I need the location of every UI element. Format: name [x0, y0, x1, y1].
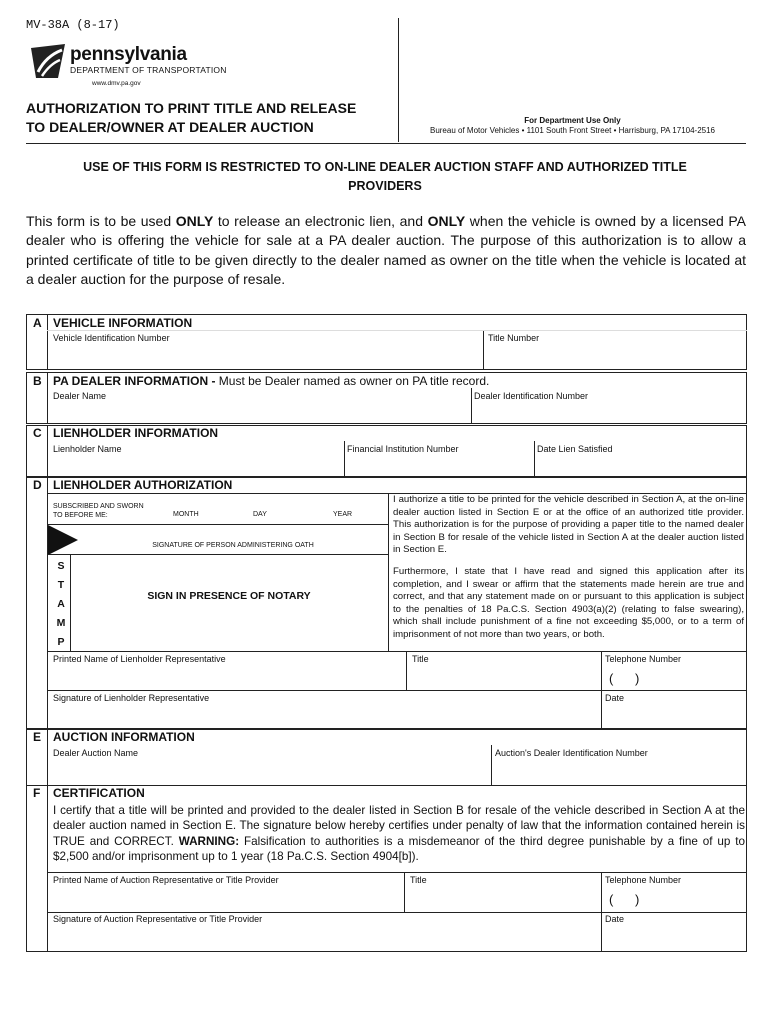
form-title-line1: AUTHORIZATION TO PRINT TITLE AND RELEASE: [26, 100, 357, 116]
section-b-heading-bold: PA DEALER INFORMATION -: [53, 374, 216, 388]
auction-signature-row-rule: [47, 912, 747, 913]
dealer-id-label: Dealer Identification Number: [474, 391, 589, 401]
section-c-divider-2: [534, 441, 535, 477]
subscribed-line1: SUBSCRIBED AND SWORN: [53, 503, 144, 510]
stamp-divider: [70, 554, 71, 651]
lienholder-area-code: ( ): [609, 671, 640, 686]
section-a-heading: VEHICLE INFORMATION: [53, 316, 193, 330]
triangle-marker-icon: [48, 525, 78, 555]
certification-text-2: Falsification to authorities is a misdemeanor of the third degree punishable by a fine of up to $2,500 and/or imprisonment up to 1 year (18 Pa.C.S. Section 4904[b]).: [53, 834, 746, 863]
intro-text-2: to release an electronic lien, and: [213, 213, 428, 229]
auction-area-code: ( ): [609, 892, 640, 907]
intro-paragraph: [26, 212, 746, 289]
form-title: [26, 99, 356, 137]
section-a-letter-divider: [47, 314, 48, 370]
auction-name-field[interactable]: [53, 748, 488, 784]
section-c-heading: LIENHOLDER INFORMATION: [53, 426, 219, 440]
restriction-notice: [40, 158, 730, 196]
section-f-letter: F: [33, 786, 41, 800]
lienholder-rep-name-label: Printed Name of Lienholder Representative: [53, 654, 226, 664]
website: www.dmv.pa.gov: [92, 80, 141, 87]
lienholder-date-label: Date: [605, 693, 625, 703]
oath-signature-field[interactable]: [78, 542, 388, 549]
section-d-letter: D: [33, 478, 42, 492]
header-divider: [398, 18, 399, 142]
section-c-letter-divider: [47, 425, 48, 477]
auction-rep-signature-label: Signature of Auction Representative or Title Provider: [53, 914, 263, 924]
auction-telephone-label: Telephone Number: [605, 875, 682, 885]
section-d-letter-divider: [47, 477, 48, 729]
section-a-divider: [483, 330, 484, 370]
date-lien-satisfied-label: Date Lien Satisfied: [537, 444, 613, 454]
auction-name-label: Dealer Auction Name: [53, 748, 139, 758]
certification-warning: WARNING:: [178, 834, 240, 848]
section-b-heading-note: Must be Dealer named as owner on PA title record.: [215, 374, 490, 388]
dealer-id-field[interactable]: [474, 391, 744, 423]
signature-row-rule: [47, 690, 747, 691]
subscribed-line2: TO BEFORE ME:: [53, 512, 108, 519]
auction-rep-name-field[interactable]: [53, 875, 401, 910]
oath-date-rule: [47, 524, 388, 525]
auction-rep-title-label: Title: [410, 875, 427, 885]
section-b-heading: [53, 374, 489, 388]
certification-text-1: I certify that a title will be printed and provided to the dealer listed in Section B for resale of the vehicle described in Section A at the dealer auction named in Section E. The signature below hereby certifies under penalty of law that the information contained herein is TRUE and CORRECT.: [53, 804, 745, 848]
auction-date-field[interactable]: [605, 914, 745, 950]
form-title-line2: TO DEALER/OWNER AT DEALER AUCTION: [26, 119, 314, 135]
title-number-field[interactable]: [488, 333, 744, 369]
department-name: DEPARTMENT OF TRANSPORTATION: [70, 65, 227, 75]
stamp-letter-a: A: [57, 598, 65, 610]
stamp-letter-m: M: [56, 617, 66, 629]
month-field[interactable]: MONTH: [173, 511, 199, 518]
vin-label: Vehicle Identification Number: [53, 333, 170, 343]
lienholder-signature-field[interactable]: [53, 693, 598, 727]
auction-rep-row-rule: [47, 872, 747, 873]
dealer-name-label: Dealer Name: [53, 391, 107, 401]
auction-rep-title-field[interactable]: [410, 875, 598, 910]
lienholder-name-label: Lienholder Name: [53, 444, 122, 454]
lienholder-rep-title-field[interactable]: [412, 654, 598, 688]
intro-only-2: ONLY: [427, 213, 466, 229]
rep-row-divider-1: [406, 651, 407, 690]
lienholder-rep-title-label: Title: [412, 654, 429, 664]
section-c-divider-1: [344, 441, 345, 477]
lienholder-rep-name-field[interactable]: [53, 654, 403, 688]
date-lien-satisfied-field[interactable]: [537, 444, 744, 476]
auction-dealer-id-field[interactable]: [495, 748, 745, 784]
section-a-rule: [47, 330, 747, 331]
financial-institution-label: Financial Institution Number: [347, 444, 459, 454]
intro-text-1: This form is to be used: [26, 213, 176, 229]
financial-institution-field[interactable]: [347, 444, 531, 476]
day-field[interactable]: DAY: [253, 511, 267, 518]
lienholder-date-field[interactable]: [605, 693, 745, 727]
stamp-letter-t: T: [57, 579, 65, 591]
section-d-heading: LIENHOLDER AUTHORIZATION: [53, 478, 233, 492]
restriction-line1: USE OF THIS FORM IS RESTRICTED TO ON-LINE DEALER AUCTION STAFF AND AUTHORIZED TITLE: [83, 160, 687, 174]
dealer-name-field[interactable]: [53, 391, 468, 423]
brand-name: pennsylvania: [70, 44, 187, 65]
section-e-heading: AUCTION INFORMATION: [53, 730, 195, 744]
intro-only-1: ONLY: [175, 213, 214, 229]
intro-text-3: when the vehicle is owned by a licensed PA dealer who is offering the vehicle for sale at a PA dealer auction. The purpose of this authorization is to allow a printed certificate of title to be given directly to the dealer named as owner on the title when the vehicle is located at a dealer auction for the purpose of resale.: [26, 213, 746, 287]
lienholder-signature-label: Signature of Lienholder Representative: [53, 693, 210, 703]
subscribed-sworn: [53, 502, 144, 520]
section-c-letter: C: [33, 426, 42, 440]
form-number: MV-38A (8-17): [26, 18, 120, 32]
restriction-line2: PROVIDERS: [348, 179, 422, 193]
vin-field[interactable]: [53, 333, 481, 369]
auction-date-label: Date: [605, 914, 625, 924]
stamp-letters: [55, 557, 67, 652]
section-e-letter-divider: [47, 729, 48, 786]
oath-signature-rule: [47, 554, 388, 555]
section-f-letter-divider: [47, 785, 48, 952]
auction-dealer-id-label: Auction's Dealer Identification Number: [495, 748, 648, 758]
lienholder-name-field[interactable]: [53, 444, 341, 476]
auction-rep-name-label: Printed Name of Auction Representative or Title Provider: [53, 875, 279, 885]
notary-instruction: SIGN IN PRESENCE OF NOTARY: [147, 590, 311, 602]
section-b-letter-divider: [47, 372, 48, 424]
title-number-label: Title Number: [488, 333, 540, 343]
lienholder-telephone-label: Telephone Number: [605, 654, 682, 664]
notary-stamp-area[interactable]: [72, 590, 386, 602]
auction-rep-signature-field[interactable]: [53, 914, 598, 950]
section-b-letter: B: [33, 374, 42, 388]
section-b-divider: [471, 388, 472, 424]
section-a-letter: A: [33, 316, 42, 330]
auction-rep-divider-1: [404, 872, 405, 912]
bureau-address: Bureau of Motor Vehicles • 1101 South Front Street • Harrisburg, PA 17104-2516: [429, 126, 716, 135]
department-use-label: For Department Use Only: [524, 116, 621, 125]
year-field[interactable]: YEAR: [333, 511, 353, 518]
oath-signature-label: SIGNATURE OF PERSON ADMINISTERING OATH: [152, 542, 314, 549]
section-e-divider: [491, 745, 492, 786]
authorization-text: I authorize a title to be printed for the vehicle described in Section A, at the on-line dealer auction listed in Section E or at the office of an authorized title provider. This authorization is for the purpose of providing a paper title to the named dealer in Section B for resale of the vehicle listed in Section A at the dealer auction listed in Section E.: [393, 494, 744, 556]
stamp-letter-s: S: [57, 560, 65, 572]
rep-row-rule: [47, 651, 747, 652]
certification-text: [53, 803, 745, 864]
penndot-keystone-logo: [28, 42, 68, 80]
notary-divider: [388, 493, 389, 651]
false-swearing-text: Furthermore, I state that I have read and signed this application after its completion, and I swear or affirm that the statements made herein are true and correct, and that any statement made on or pursuant to this application is subject to the penalties of 18 Pa.C.S. Section 4903(a)(2) (relating to false swearing), which shall include punishment of a fine not exceeding $5,000, or to a term of imprisonment of not more than two years, or both.: [393, 566, 744, 640]
header-rule: [26, 143, 746, 144]
stamp-letter-p: P: [57, 636, 65, 648]
section-f-heading: CERTIFICATION: [53, 786, 145, 800]
section-e-letter: E: [33, 730, 42, 744]
